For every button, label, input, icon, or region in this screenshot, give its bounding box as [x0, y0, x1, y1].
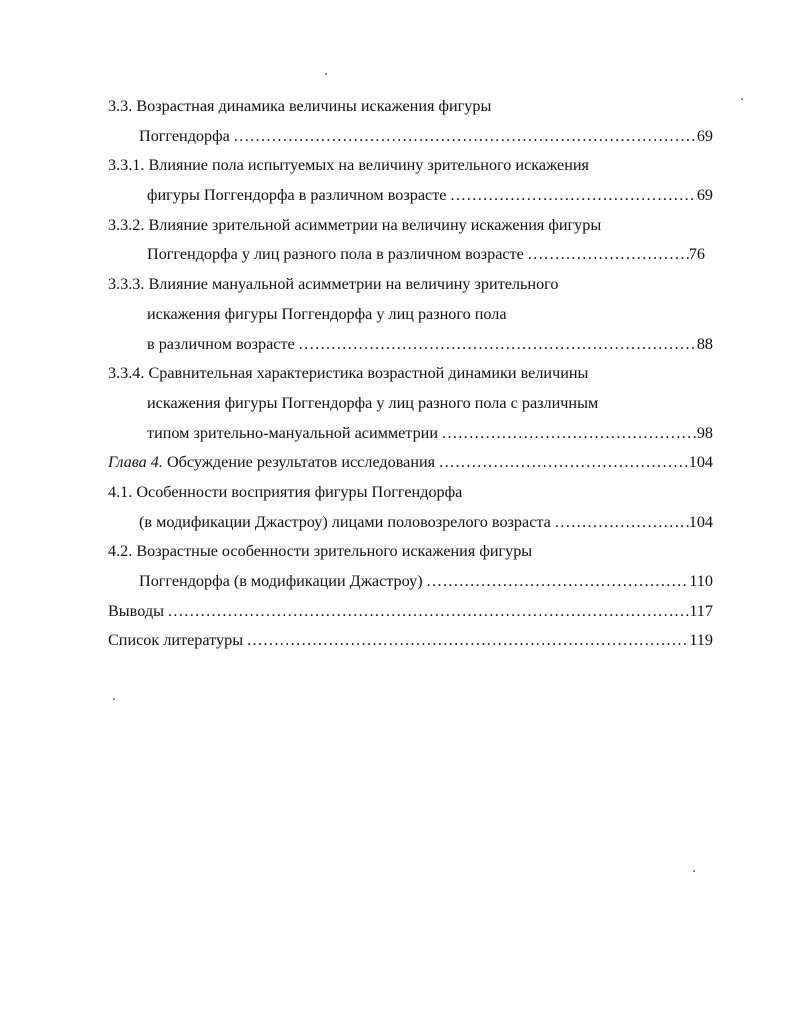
leader-dots [423, 567, 690, 597]
toc-entry-3-3-2-line-2 [108, 240, 713, 270]
toc-page-number: 110 [689, 572, 713, 590]
leader-dots [438, 419, 697, 449]
leader-dots [164, 597, 689, 627]
toc-entry-conclusions [108, 597, 713, 627]
toc-page-number: 76 [688, 245, 705, 264]
toc-entry-text: Список литературы [108, 631, 244, 650]
toc-entry-text: 4.2. Возрастные особенности зрительного искажения фигуры [108, 542, 533, 561]
toc-entry-text: 3.3.3. Влияние мануальной асимметрии на величину зрительного [108, 275, 559, 294]
toc-entry-text: в различном возрасте [147, 334, 295, 353]
toc-page-number: 104 [688, 512, 713, 531]
toc-page-number: 88 [696, 334, 713, 353]
toc-entry-references [108, 626, 713, 656]
toc-entry-text: искажения фигуры Поггендорфа у лиц разного пола [147, 304, 507, 323]
toc-entry-3-3-4-line-1 [108, 359, 713, 389]
leader-dots [243, 626, 689, 656]
toc-entry-text: типом зрительно-мануальной асимметрии [147, 423, 439, 442]
toc-entry-text: 3.3.4. Сравнительная характеристика возрастной динамики величины [108, 364, 589, 383]
leader-dots [230, 122, 697, 152]
toc-entry-text: 4.1. Особенности восприятия фигуры Поггендорфа [108, 482, 463, 501]
toc-entry-text: (в модификации Джастроу) лицами половозрелого возраста [139, 512, 551, 531]
scan-speck [693, 870, 695, 872]
toc-page-number: 104 [688, 453, 713, 472]
leader-dots [295, 330, 697, 360]
toc-entry-chapter-4 [108, 448, 713, 478]
toc-entry-text: искажения фигуры Поггендорфа у лиц разного пола с различным [147, 393, 599, 412]
toc-entry-3-3-2-line-1 [108, 211, 713, 241]
toc-entry-3-3-4-line-2 [108, 389, 713, 419]
chapter-label: Глава 4. [108, 453, 163, 472]
toc-entry-3-3-4-line-3 [108, 419, 713, 449]
table-of-contents [108, 92, 713, 656]
toc-entry-4-1-line-1 [108, 478, 713, 508]
chapter-title: Обсуждение результатов исследования [162, 453, 436, 472]
toc-entry-text: 3.3.1. Влияние пола испытуемых на величину зрительного искажения [108, 156, 589, 175]
toc-entry-3-3-1-line-2 [108, 181, 713, 211]
toc-page-number: 69 [696, 186, 713, 205]
scan-speck [325, 73, 327, 75]
toc-entry-text: Поггендорфа у лиц разного пола в различном возрасте [147, 245, 524, 264]
toc-page-number: 119 [689, 631, 713, 650]
toc-entry-3-3-3-line-2 [108, 300, 713, 330]
toc-entry-3-3-line-1 [108, 92, 713, 122]
toc-entry-text [108, 448, 435, 478]
toc-entry-text: фигуры Поггендорфа в различном возрасте [147, 186, 447, 205]
toc-entry-4-2-line-2 [108, 567, 713, 597]
toc-entry-3-3-line-2 [108, 122, 713, 152]
toc-page-number: 69 [696, 126, 713, 145]
toc-entry-3-3-1-line-1 [108, 151, 713, 181]
toc-entry-text: 3.3. Возрастная динамика величины искажения фигуры [108, 97, 492, 115]
scan-speck [741, 98, 743, 100]
toc-entry-text: 3.3.2. Влияние зрительной асимметрии на величину искажения фигуры [108, 215, 602, 234]
toc-entry-text: Выводы [108, 601, 164, 620]
scan-speck [113, 698, 115, 700]
leader-dots [551, 508, 689, 538]
toc-entry-3-3-3-line-1 [108, 270, 713, 300]
toc-entry-4-2-line-1 [108, 537, 713, 567]
toc-entry-text: Поггендорфа (в модификации Джастроу) [139, 572, 423, 590]
leader-dots [524, 240, 689, 270]
leader-dots [446, 181, 696, 211]
toc-entry-4-1-line-2 [108, 508, 713, 538]
toc-entry-text: Поггендорфа [139, 126, 230, 145]
leader-dots [435, 448, 689, 478]
toc-page-number: 98 [696, 423, 713, 442]
toc-entry-3-3-3-line-3 [108, 330, 713, 360]
toc-page-number: 117 [689, 601, 713, 620]
